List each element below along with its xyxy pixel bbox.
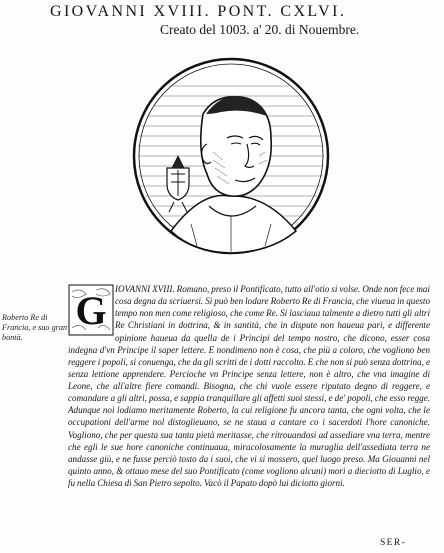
svg-text:G: G [75, 288, 107, 333]
page-title: GIOVANNI XVIII. PONT. CXLVI. [50, 3, 347, 20]
catchword: SER- [380, 538, 407, 548]
body-paragraph: IOVANNI XVIII. Romano, preso il Pontificato, tutto all'otio si volse. Onde non fece mai cosa degna da scriuersi. Si può ben lodare Roberto Re di Francia, che viueua in questo tempo non men come religioso, che come Re. Si lasciaua talmente a dietro tutti gli altri Re Christiani in dottrina, & in santità, che in dispute non haueua pari, e differente opinione haueua da quella de i Principi del tempo nostro, che dicono, esser cosa indegna d'vn Principe il saper lettere. E nondimeno non è cosa, che più a coloro, che vogliono ben reggere i popoli, si conuenga, che da gli scritti de i dotti raccolto. E che non si può senza dottrina, e senza lettione apprendere. Percioche vn Principe senza lettere, non è altro, che vna imagine di Leone, che all'altre fiere comandi. Bisogna, che chi vuole essere riputato degno di reggere, e comandare a gli altri, possa, e sappia tranquillare gli affetti suoi stessi, e de' popoli, che esso regge. Adunque noi lodiamo meritamente Roberto, la cui religione fu ancora tanta, che ogni volta, che le occupationi dell'arme nol distoglieuano, se ne staua a cantare co i sacerdoti l'hore canoniche. Vogliono, che per questa sua tanta pietà meritasse, che ritrouandosi ad assediare vna terra, mentre che egli le sue hore canoniche continuaua, miracolosamente la muraglia dell'assediata terra ne andasse giù, e ne fusse perciò tosto da i suoi, che vi si mossero, quel luogo preso. Ma Giouanni nel quinto anno, & ottauo mese del suo Pontificato (come vogliono alcuni) morì a dieciotto di Luglio, e fu nella Chiesa di San Pietro sepolto. Vacò il Papato dopò lui diciotto giorni. [68, 284, 430, 488]
margin-note: Roberto Re di Francia, e suo gran bontà. [2, 313, 68, 342]
initial-spacer [68, 283, 115, 338]
page-subtitle: Creato del 1003. a' 20. di Nouembre. [160, 22, 360, 37]
pope-portrait-icon [131, 56, 331, 256]
body-text [68, 283, 430, 541]
